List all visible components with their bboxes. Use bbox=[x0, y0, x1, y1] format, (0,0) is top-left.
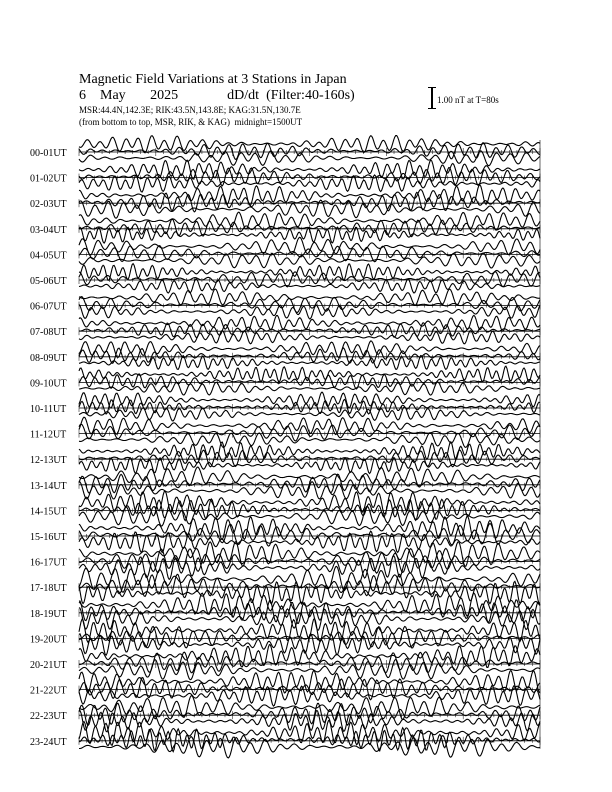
hour-label: 12-13UT bbox=[30, 455, 67, 467]
date-year: 2025 bbox=[150, 88, 179, 103]
hour-label: 15-16UT bbox=[30, 532, 67, 543]
hour-label: 08-09UT bbox=[30, 352, 67, 364]
hour-label: 23-24UT bbox=[30, 736, 67, 748]
hour-label: 22-23UT bbox=[30, 711, 67, 723]
hour-label: 02-03UT bbox=[30, 199, 67, 211]
stations-line: MSR:44.4N,142.3E; RIK:43.5N,143.8E; KAG:31.5N,130.7E bbox=[79, 105, 301, 115]
hour-label: 05-06UT bbox=[30, 276, 67, 287]
hour-label: 21-22UT bbox=[30, 685, 67, 697]
hour-label: 04-05UT bbox=[30, 250, 67, 262]
hour-label: 17-18UT bbox=[30, 583, 67, 595]
hour-label: 00-01UT bbox=[30, 148, 67, 159]
chart-title: Magnetic Field Variations at 3 Stations in Japan bbox=[79, 72, 347, 87]
quantity-label: dD/dt bbox=[227, 88, 260, 103]
hour-label: 18-19UT bbox=[30, 608, 67, 620]
trace-kag bbox=[79, 237, 540, 255]
hour-label: 16-17UT bbox=[30, 557, 67, 569]
filter-label: (Filter:40-160s) bbox=[266, 88, 355, 103]
hour-label: 14-15UT bbox=[30, 506, 67, 518]
hour-label: 10-11UT bbox=[30, 404, 67, 415]
hour-label: 09-10UT bbox=[30, 378, 67, 390]
hour-label: 01-02UT bbox=[30, 173, 67, 185]
hour-label: 19-20UT bbox=[30, 634, 67, 646]
scale-label: 1.00 nT at T=80s bbox=[437, 95, 499, 105]
hour-label: 07-08UT bbox=[30, 327, 67, 339]
hour-label: 11-12UT bbox=[30, 429, 67, 441]
date-day: 6 bbox=[79, 88, 86, 103]
hour-label: 20-21UT bbox=[30, 660, 67, 671]
hour-label: 03-04UT bbox=[30, 224, 67, 236]
date-month: May bbox=[100, 88, 126, 103]
hour-label: 13-14UT bbox=[30, 480, 67, 492]
hour-label: 06-07UT bbox=[30, 301, 67, 313]
order-line: (from bottom to top, MSR, RIK, & KAG) midnight=1500UT bbox=[79, 117, 303, 127]
